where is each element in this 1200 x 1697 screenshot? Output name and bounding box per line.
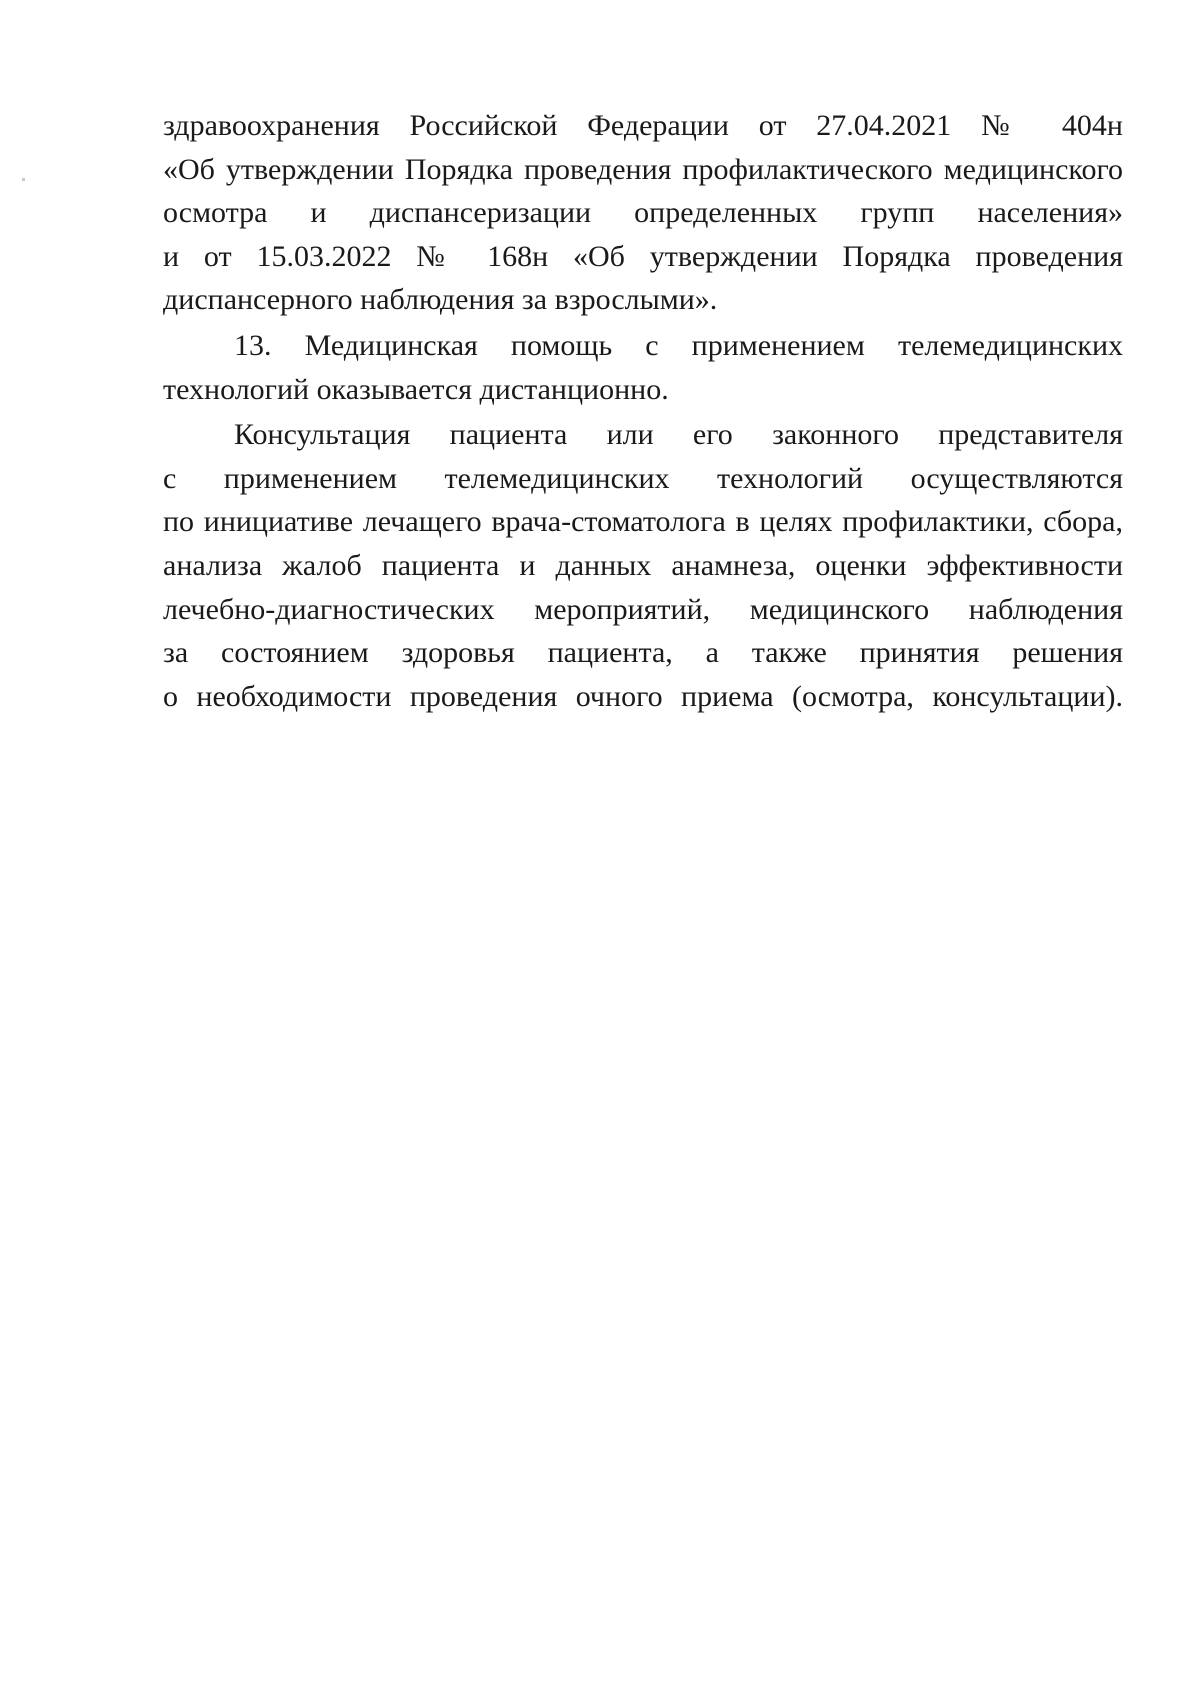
text-line: с применением телемедицинских технологий осуществляются <box>163 461 1123 495</box>
paragraph-13-first-line: 13. Медицинская помощь с применением телемедицинских <box>234 328 1123 362</box>
document-body <box>163 104 1123 718</box>
text-line: анализа жалоб пациента и данных анамнеза, оценки эффективности <box>163 548 1123 582</box>
paragraph-consultation-first-line: Консультация пациента или его законного представителя <box>234 418 1123 452</box>
scan-artifact <box>22 178 25 181</box>
text-line: и от 15.03.2022 № 168н «Об утверждении Порядка проведения <box>163 239 1123 273</box>
text-line: по инициативе лечащего врача-стоматолога в целях профилактики, сбора, <box>163 505 1123 539</box>
text-line: осмотра и диспансеризации определенных групп населения» <box>163 196 1123 230</box>
text-line: лечебно-диагностических мероприятий, медицинского наблюдения <box>163 592 1123 626</box>
text-line: «Об утверждении Порядка проведения профилактического медицинского <box>163 152 1123 186</box>
text-line: здравоохранения Российской Федерации от 27.04.2021 № 404н <box>163 109 1123 142</box>
text-line: о необходимости проведения очного приема (осмотра, консультации). <box>163 679 1123 713</box>
text-line: технологий оказывается дистанционно. <box>163 372 669 406</box>
text-line: за состоянием здоровья пациента, а также принятия решения <box>163 636 1123 670</box>
text-line: диспансерного наблюдения за взрослыми». <box>163 283 718 317</box>
